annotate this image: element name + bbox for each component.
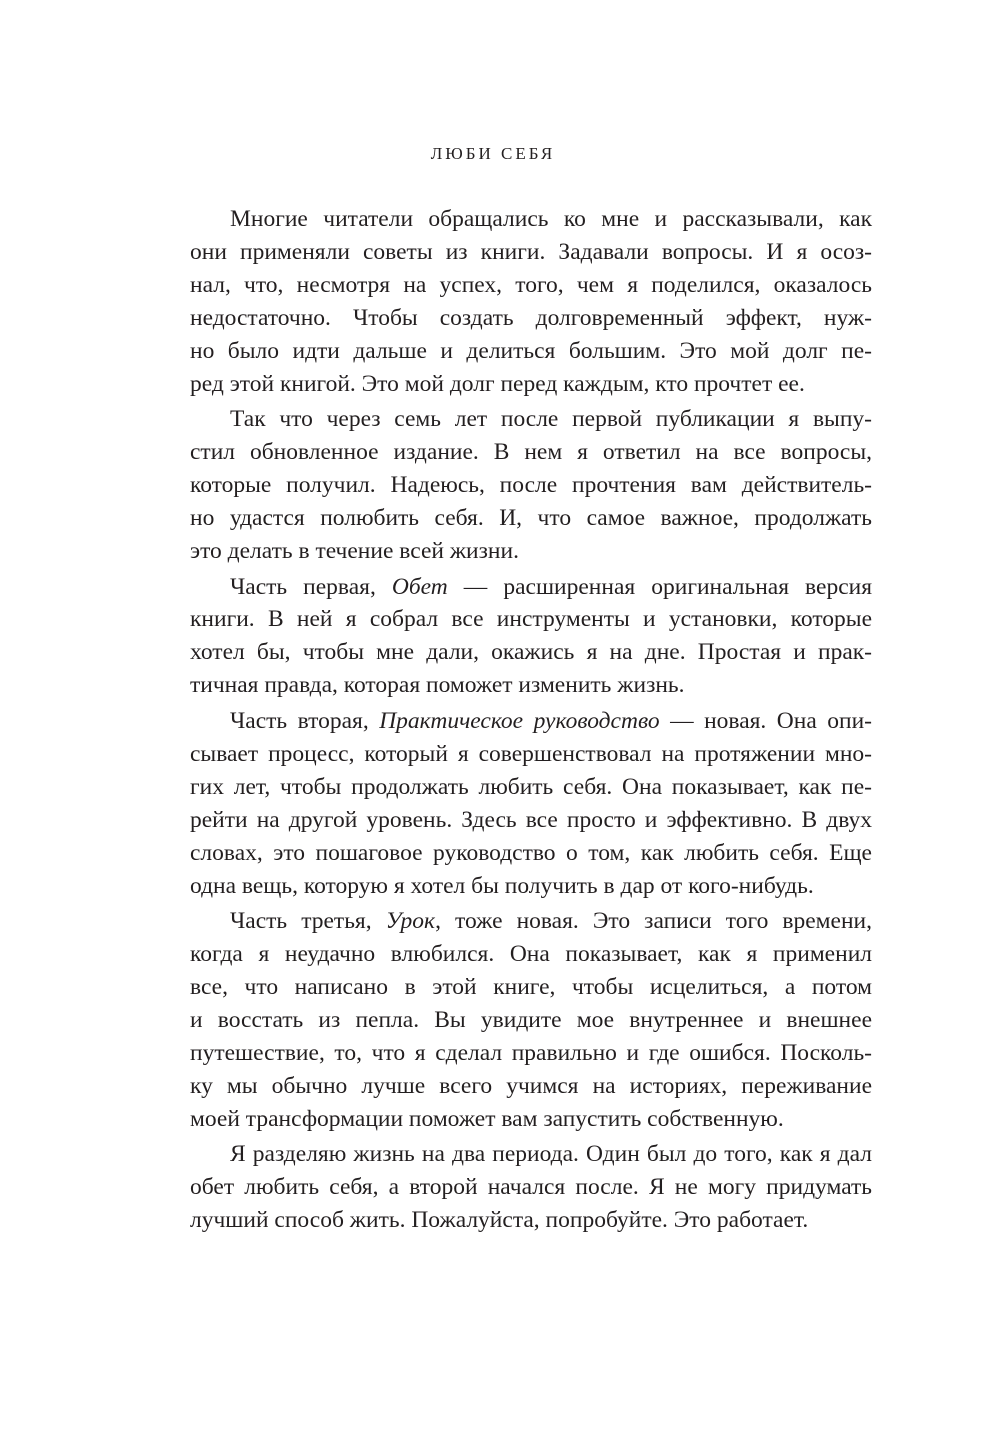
text-line	[190, 1204, 872, 1237]
text-segment: но было идти дальше и делиться большим. Это мой долг пе-	[190, 337, 872, 364]
text-segment: но удастся полюбить себя. И, что самое важное, продолжать	[190, 505, 872, 532]
text-segment: словах, это пошаговое руководство о том, как любить себя. Еще	[190, 839, 872, 866]
text-segment: ред этой книгой. Это мой долг перед каждым, кто прочтет ее.	[190, 370, 805, 397]
text-segment: все, что написано в этой книге, чтобы исцелиться, а потом	[190, 973, 872, 1000]
text-segment: моей трансформации поможет вам запустить собственную.	[190, 1105, 784, 1132]
text-line	[190, 804, 872, 837]
text-segment: которые получил. Надеюсь, после прочтения вам действитель-	[190, 472, 872, 499]
text-line	[190, 1004, 872, 1037]
text-line	[190, 269, 872, 302]
text-line	[190, 469, 872, 502]
text-segment: Часть первая,	[230, 573, 392, 600]
body-text	[190, 203, 872, 1237]
text-segment: это делать в течение всей жизни.	[190, 537, 519, 564]
text-segment: нал, что, несмотря на успех, того, чем я поделился, оказалось	[190, 271, 872, 298]
text-line	[190, 571, 872, 604]
text-segment: Часть вторая,	[230, 707, 380, 734]
text-line	[190, 669, 872, 702]
text-line	[190, 738, 872, 771]
italic-title: Урок	[385, 908, 436, 935]
text-line	[190, 1037, 872, 1070]
text-segment: Многие читатели обращались ко мне и рассказывали, как	[230, 206, 872, 232]
text-line	[190, 403, 872, 436]
text-line	[190, 368, 872, 401]
text-line	[190, 1138, 872, 1171]
running-header: ЛЮБИ СЕБЯ	[430, 144, 556, 163]
text-line	[190, 302, 872, 335]
text-segment: лучший способ жить. Пожалуйста, попробуйте. Это работает.	[190, 1207, 809, 1234]
text-line	[190, 938, 872, 971]
text-line	[190, 535, 872, 568]
text-segment: стил обновленное издание. В нем я ответил на все вопросы,	[190, 439, 872, 466]
text-segment: одна вещь, которую я хотел бы получить в дар от кого-нибудь.	[190, 872, 814, 899]
italic-title: Практическое руководство	[379, 707, 660, 734]
text-line	[190, 771, 872, 804]
text-segment: обет любить себя, а второй начался после. Я не могу придумать	[190, 1174, 872, 1201]
text-segment: , тоже новая. Это записи того времени,	[435, 908, 872, 935]
text-segment: недостаточно. Чтобы создать долговременный эффект, нуж-	[190, 304, 872, 331]
text-segment: и восстать из пепла. Вы увидите мое внутреннее и внешнее	[190, 1006, 872, 1033]
italic-title: Обет	[391, 573, 448, 600]
text-line	[190, 436, 872, 469]
text-segment: хотел бы, чтобы мне дали, окажись я на дне. Простая и прак-	[190, 639, 872, 666]
text-line	[190, 636, 872, 669]
text-line	[190, 905, 872, 938]
text-segment: — новая. Она опи-	[659, 707, 872, 734]
text-line	[190, 1070, 872, 1103]
text-line	[190, 1103, 872, 1136]
text-segment: книги. В ней я собрал все инструменты и установки, которые	[190, 606, 872, 633]
text-segment: ку мы обычно лучше всего учимся на историях, переживание	[190, 1072, 872, 1099]
text-segment: — расширенная оригинальная версия	[447, 573, 873, 600]
text-segment: гих лет, чтобы продолжать любить себя. Она показывает, как пе-	[190, 773, 872, 800]
text-segment: они применяли советы из книги. Задавали вопросы. И я осоз-	[190, 238, 872, 265]
text-segment: когда я неудачно влюбился. Она показывает, как я применил	[190, 941, 872, 967]
text-line	[190, 335, 872, 368]
text-line	[190, 603, 872, 636]
text-segment: сывает процесс, который я совершенствовал на протяжении мно-	[190, 740, 872, 767]
text-segment: Часть третья,	[230, 908, 386, 935]
text-segment: путешествие, то, что я сделал правильно и где ошибся. Посколь-	[190, 1039, 872, 1066]
text-line	[190, 502, 872, 535]
text-line	[190, 203, 872, 236]
text-line	[190, 870, 872, 903]
text-segment: Так что через семь лет после первой публикации я выпу-	[230, 406, 872, 433]
text-segment: рейти на другой уровень. Здесь все просто и эффективно. В двух	[190, 806, 872, 833]
text-line	[190, 971, 872, 1004]
text-segment: тичная правда, которая поможет изменить жизнь.	[190, 672, 685, 699]
text-segment: Я разделяю жизнь на два периода. Один был до того, как я дал	[230, 1141, 872, 1168]
text-line	[190, 705, 872, 738]
text-line	[190, 236, 872, 269]
text-line	[190, 1171, 872, 1204]
text-line	[190, 837, 872, 870]
